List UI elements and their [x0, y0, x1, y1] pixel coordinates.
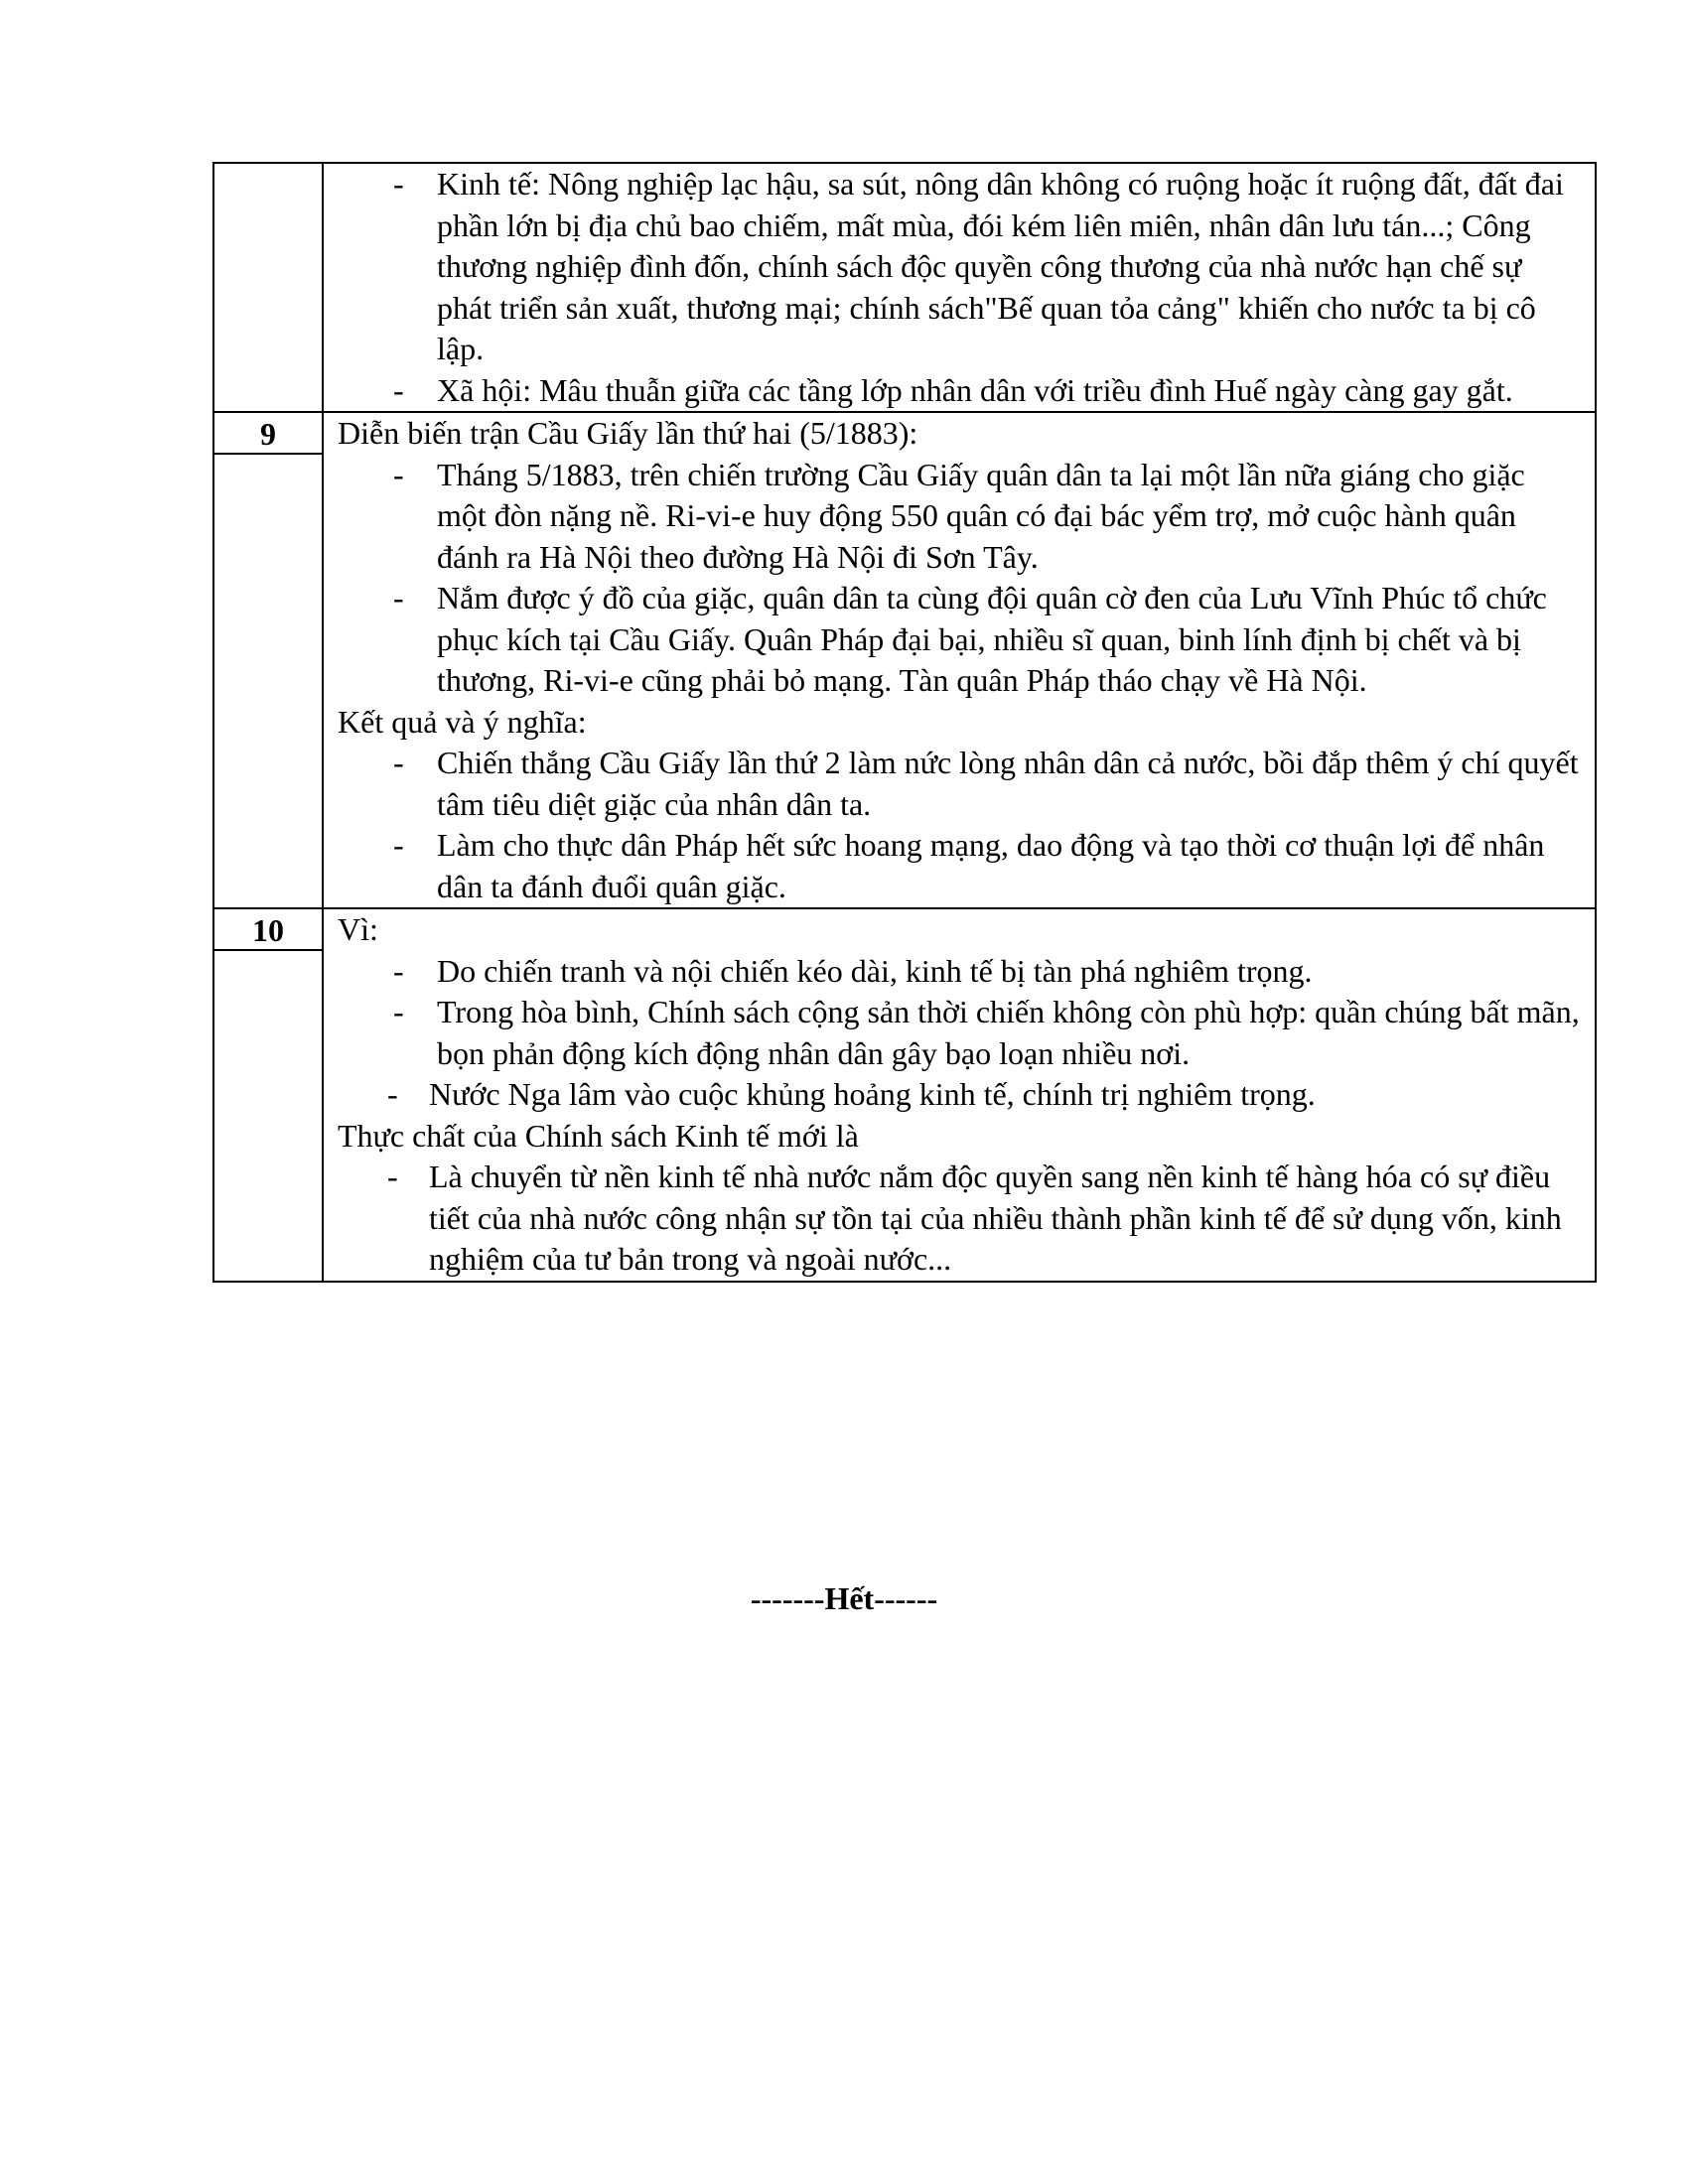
bullet-item [338, 992, 1581, 1074]
bullet-dash: - [387, 1159, 398, 1194]
answer-content-cell [323, 163, 1596, 412]
bullet-text: Làm cho thực dân Pháp hết sức hoang mạng, dao động và tạo thời cơ thuận lợi để nhân dân ta đánh đuổi quân giặc. [437, 827, 1545, 904]
bullet-text: Do chiến tranh và nội chiến kéo dài, kinh tế bị tàn phá nghiêm trọng. [437, 952, 1313, 989]
bullet-text: Kinh tế: Nông nghiệp lạc hậu, sa sút, nông dân không có ruộng hoặc ít ruộng đất, đất đai phần lớn bị địa chủ bao chiếm, mất mùa, đói kém liên miên, nhân dân lưu tán...; Công thương nghiệp đình đốn, chính sách độc quyền công thương của nhà nước hạn chế sự phát triển sản xuất, thương mại; chính sách"Bế quan tỏa cảng" khiến cho nước ta bị cô lập. [437, 166, 1564, 366]
section-heading: Kết quả và ý nghĩa: [338, 703, 587, 740]
bullet-dash: - [393, 952, 404, 989]
bullet-dash: - [393, 371, 404, 408]
bullet-item [338, 1157, 1581, 1281]
bullet-dash: - [393, 745, 404, 780]
bullet-item [338, 951, 1581, 993]
question-number-cell [213, 908, 323, 1282]
answer-content-cell [323, 412, 1596, 908]
bullet-item [338, 578, 1581, 702]
question-number: 10 [214, 909, 322, 951]
table-row [213, 163, 1596, 412]
bullet-text: Tháng 5/1883, trên chiến trường Cầu Giấy quân dân ta lại một lần nữa giáng cho giặc một đòn nặng nề. Ri-vi-e huy động 550 quân có đại bác yểm trợ, mở cuộc hành quân đánh ra Hà Nội theo đường Hà Nội đi Sơn Tây. [437, 456, 1525, 575]
section-heading: Vì: [338, 911, 378, 947]
bullet-text: Là chuyển từ nền kinh tế nhà nước nắm độc quyền sang nền kinh tế hàng hóa có sự điều tiết của nhà nước công nhận sự tồn tại của nhiều thành phần kinh tế để sử dụng vốn, kinh nghiệm của tư bản trong và ngoài nước... [429, 1159, 1562, 1277]
end-marker: -------Hết------ [750, 1580, 938, 1616]
table-row [213, 412, 1596, 908]
bullet-dash: - [393, 827, 404, 863]
section-heading: Diễn biến trận Cầu Giấy lần thứ hai (5/1883): [338, 415, 918, 451]
bullet-dash: - [393, 166, 404, 202]
question-number-cell [213, 163, 323, 412]
bullet-item [338, 1074, 1581, 1116]
bullet-text: Trong hòa bình, Chính sách cộng sản thời chiến không còn phù hợp: quần chúng bất mãn, bọn phản động kích động nhân dân gây bạo loạn nhiều nơi. [437, 994, 1580, 1071]
answer-content-cell [323, 908, 1596, 1282]
section-heading: Thực chất của Chính sách Kinh tế mới là [338, 1117, 859, 1154]
table-row [213, 908, 1596, 1282]
bullet-item [338, 164, 1581, 370]
bullet-item [338, 455, 1581, 579]
bullet-item [338, 743, 1581, 825]
answer-table [212, 162, 1597, 1283]
question-number-cell [213, 412, 323, 908]
bullet-dash: - [393, 456, 404, 492]
bullet-dash: - [393, 580, 404, 615]
bullet-text: Chiến thắng Cầu Giấy lần thứ 2 làm nức lòng nhân dân cả nước, bồi đắp thêm ý chí quyết tâm tiêu diệt giặc của nhân dân ta. [437, 745, 1579, 822]
bullet-text: Xã hội: Mâu thuẫn giữa các tầng lớp nhân dân với triều đình Huế ngày càng gay gắt. [437, 371, 1513, 408]
bullet-text: Nắm được ý đồ của giặc, quân dân ta cùng đội quân cờ đen của Lưu Vĩnh Phúc tổ chức phục kích tại Cầu Giấy. Quân Pháp đại bại, nhiều sĩ quan, binh lính định bị chết và bị thương, Ri-vi-e cũng phải bỏ mạng. Tàn quân Pháp tháo chạy về Hà Nội. [437, 580, 1547, 698]
bullet-item [338, 370, 1581, 412]
bullet-dash: - [387, 1076, 398, 1112]
bullet-dash: - [393, 994, 404, 1029]
bullet-text: Nước Nga lâm vào cuộc khủng hoảng kinh tế, chính trị nghiêm trọng. [429, 1076, 1316, 1112]
bullet-item [338, 825, 1581, 907]
question-number: 9 [214, 413, 322, 455]
